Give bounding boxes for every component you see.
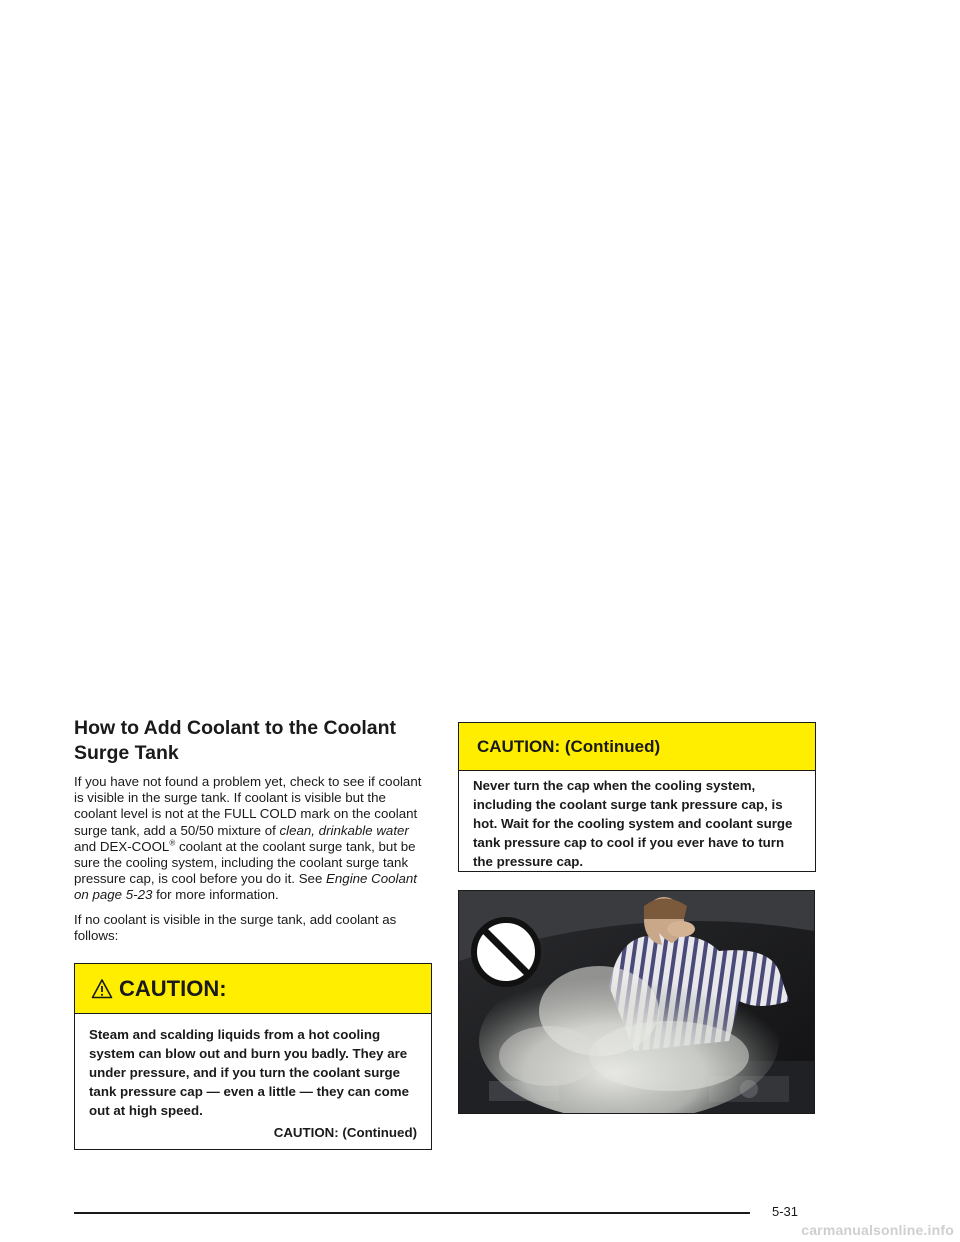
caution-header: [75, 964, 431, 1014]
caution-text: Steam and scalding liquids from a hot cooling system can blow out and burn you badly. They are under pressure, and if you turn the coolant surge tank pressure cap — even a little — they can come out at high speed.: [89, 1027, 409, 1118]
footer-rule: [74, 1212, 750, 1214]
caution-text: Never turn the cap when the cooling system, including the coolant surge tank pressure cap, is hot. Wait for the cooling system and coolant surge tank pressure cap to cool if you ever have to turn the pressure cap.: [473, 778, 793, 869]
caution-continued-label: CAUTION: (Continued): [273, 1125, 417, 1140]
prohibition-sign-icon: [469, 915, 543, 989]
page-number: 5-31: [772, 1204, 799, 1219]
steam-warning-photo: [458, 890, 815, 1114]
para-text-3: coolant at the coolant surge tank, but be sure the cooling system, including the coolant surge tank pressure cap, is cool before you do it. See: [74, 838, 416, 887]
para-text-2: and DEX-COOL: [74, 838, 170, 854]
caution-title: CAUTION:: [119, 975, 227, 1001]
intro-paragraph: [74, 774, 432, 904]
para-text-4: for more information.: [152, 887, 279, 903]
section-heading: How to Add Coolant to the Coolant Surge Tank: [74, 717, 397, 764]
para-text-1: If you have not found a problem yet, check to see if coolant is visible in the surge tank. If coolant is visible but the coolant level is not at the FULL COLD mark on the coolant surge tank, add a 50/50 mixture of: [74, 774, 422, 838]
italic-water: clean, drinkable water: [279, 822, 409, 838]
warning-triangle-icon: [91, 978, 113, 1000]
caution-box-continued: [458, 722, 816, 872]
no-coolant-paragraph: If no coolant is visible in the surge tank, add coolant as follows:: [74, 911, 397, 943]
caution-box-steam: [74, 963, 432, 1150]
caution-title: CAUTION: (Continued): [477, 736, 661, 756]
cross-reference-link[interactable]: Engine Coolant on page 5-23: [74, 871, 417, 903]
left-column: [74, 716, 432, 952]
registered-mark: ®: [169, 838, 176, 848]
caution-header: [459, 723, 815, 771]
watermark: carmanualsonline.info: [801, 1222, 954, 1238]
